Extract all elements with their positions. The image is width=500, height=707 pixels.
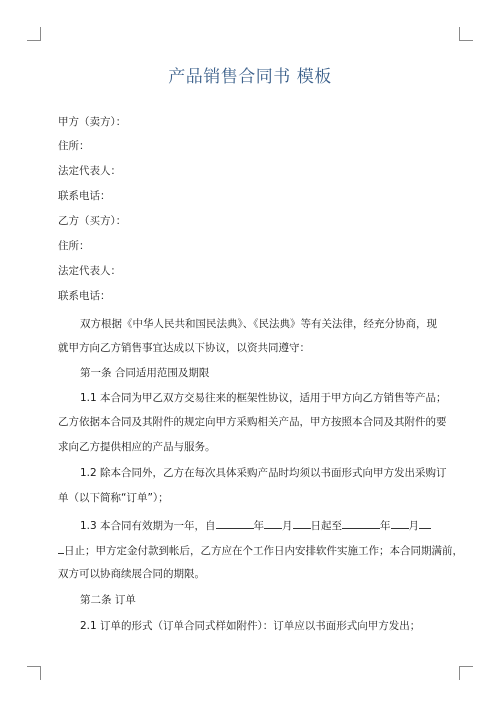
clause-2-1-line-1: 2.1 订单的形式（订单合同式样如附件）：订单应以书面形式向甲方发出； — [80, 620, 421, 632]
seller-phone-label: 联系电话： — [58, 190, 111, 202]
seller-party-label: 甲方（卖方）： — [58, 116, 127, 128]
clause-1-3-line-3: 双方可以协商续展合同的期限。 — [58, 568, 205, 580]
clause-1-2-line-1: 1.2 除本合同外，乙方在每次具体采购产品时均须以书面形式向甲方发出采购订 — [80, 467, 447, 479]
clause-1-3-line-1 — [80, 517, 431, 533]
clause-1-1-line-1: 1.1 本合同为甲乙双方交易往来的框架性协议，适用于甲方向乙方销售等产品； — [80, 392, 447, 404]
crop-mark-bottom-right — [459, 666, 473, 680]
clause-1-1-line-3: 求向乙方提供相应的产品与服务。 — [58, 441, 216, 453]
article-2-heading: 第二条 订单 — [80, 594, 136, 606]
buyer-legal-rep-label: 法定代表人： — [58, 265, 121, 277]
end-month-blank — [391, 517, 409, 529]
start-month-blank — [264, 517, 282, 529]
end-day-blank-part-1 — [419, 517, 431, 529]
start-day-blank — [293, 517, 311, 529]
clause-1-3-continuation: 日止；甲方定金付款到帐后，乙方应在个工作日内安排软件实施工作；本合同期满前， — [64, 545, 463, 557]
preamble-line-1: 双方根据《中华人民共和国民法典》、《民法典》等有关法律，经充分协商，现 — [80, 318, 437, 330]
clause-1-2-line-2: 单（以下简称“订单”）； — [58, 492, 169, 504]
preamble-line-2: 就甲方向乙方销售事宜达成以下协议，以资共同遵守： — [58, 342, 310, 354]
buyer-phone-label: 联系电话： — [58, 290, 111, 302]
buyer-address-label: 住所： — [58, 240, 90, 252]
seller-address-label: 住所： — [58, 140, 90, 152]
seller-legal-rep-label: 法定代表人： — [58, 165, 121, 177]
start-day-unit: 日起至 — [310, 520, 343, 532]
start-year-unit: 年 — [253, 520, 265, 532]
end-year-blank — [342, 517, 380, 529]
start-year-blank — [216, 517, 254, 529]
clause-1-3-line-2 — [58, 542, 463, 558]
clause-1-1-line-2: 乙方依据本合同及其附件的规定向甲方采购相关产品，甲方按照本合同及其附件的要 — [58, 416, 447, 428]
clause-1-3-prefix: 1.3 本合同有效期为一年，自 — [80, 520, 216, 532]
crop-mark-top-left — [27, 27, 41, 41]
article-1-heading: 第一条 合同适用范围及期限 — [80, 367, 210, 379]
crop-mark-bottom-left — [27, 666, 41, 680]
crop-mark-top-right — [459, 27, 473, 41]
end-year-unit: 年 — [380, 520, 391, 532]
end-month-unit: 月 — [408, 520, 420, 532]
start-month-unit: 月 — [282, 520, 293, 532]
document-title: 产品销售合同书 模板 — [168, 67, 332, 87]
buyer-party-label: 乙方（买方）： — [58, 215, 127, 227]
